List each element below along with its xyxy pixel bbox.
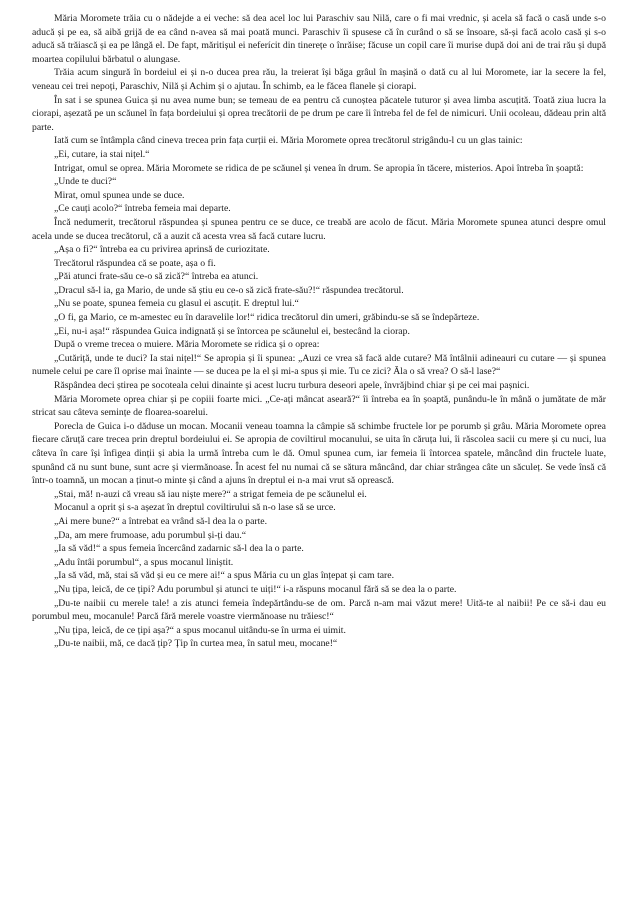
dialogue-line: „Ce cauți acolo?“ întreba femeia mai departe. <box>54 203 231 215</box>
dialogue-line: „Nu țipa, leică, de ce țipi așa?“ a spus mocanul uitându-se în urma ei uimit. <box>54 624 346 636</box>
paragraph: Iată cum se întâmpla când cineva trecea prin fața curții ei. Măria Moromete oprea trecătorul strigându-l cu un glas tainic: <box>54 135 523 147</box>
dialogue-line: „Nu se poate, spunea femeia cu glasul ei ascuțit. E dreptul lui.“ <box>54 298 299 310</box>
paragraph: Intrigat, omul se oprea. Măria Moromete se ridica de pe scăunel și venea în drum. Se apropia în tăcere, misterios. Apoi întreba în șoaptă: <box>54 162 584 174</box>
paragraph: Trecătorul răspundea că se poate, așa o fi. <box>54 257 216 269</box>
paragraph: Porecla de Guica i-o dăduse un mocan. Mocanii veneau toamna la câmpie să schimbe fructele lor pe porumb și grâu. Măria Moromete oprea fiecare căruță care trecea prin dreptul bordeiului ei. Se apropia de coviltirul mocanului, se uita în căruța lui, îi răscolea sacii cu mere și cu nuci, lua câteva în care își înfigea dinții și abia la urmă întreba cum le dă. Omul spunea cum, iar femeia îi întorcea spatele, mâncând din fructele luate, spunând că nu sunt bune, sunt acre și viermănoase. În acest fel nu numai că se sătura mâncând, dar chiar strângea câte un săculeț. Se vede însă că într-o toamnă, un mocan a ținut-o minte și când a ajuns în dreptul ei n-a mai vrut să oprească. <box>32 420 606 487</box>
dialogue-line: „Păi atunci frate-său ce-o să zică?“ întreba ea atunci. <box>54 271 259 283</box>
dialogue-line: „Stai, mă! n-auzi că vreau să iau niște mere?“ a strigat femeia de pe scăunelul ei. <box>54 488 367 500</box>
dialogue-line: „Adu întâi porumbul“, a spus mocanul liniștit. <box>54 556 234 568</box>
paragraph: După o vreme trecea o muiere. Măria Moromete se ridica și o oprea: <box>54 339 320 351</box>
dialogue-line: „Cutăriță, unde te duci? Ia stai nițel!“ Se apropia și îi spunea: „Auzi ce vrea să facă alde cutare? Mă întâlnii adineauri cu cutare — și spunea numele celui pe care îl oprise mai înainte — se ducea pe la el și mi-a spus și mie. Tu ce zici? Ăla o să vrea? O să-l lase?“ <box>32 352 606 378</box>
dialogue-line: „Du-te naibii, mă, ce dacă țip? Țip în curtea mea, în satul meu, mocane!“ <box>54 638 338 650</box>
paragraph: Încă nedumerit, trecătorul răspundea și spunea pentru ce se duce, ce treabă are acolo de făcut. Măria Moromete spunea atunci despre omul acela unde se ducea trecătorul, că a auzit că acesta vrea să facă cutare lucru. <box>32 216 606 242</box>
paragraph: Trăia acum singură în bordeiul ei și n-o ducea prea rău, la treierat își băga grâul în mașină o dată cu al lui Moromete, iar la secere la fel, veneau cei trei nepoți, Paraschiv, Nilă și Achim și o ajutau. În schimb, ea le făcea flanele și ciorapi. <box>32 67 606 92</box>
dialogue-line: „Ei, cutare, ia stai nițel.“ <box>54 148 150 160</box>
dialogue-line: „Ia să văd, mă, stai să văd și eu ce mere ai!“ a spus Măria cu un glas înțepat și cam tare. <box>54 570 395 582</box>
dialogue-line: „Dracul să-l ia, ga Mario, de unde să știu eu ce-o să zică frate-său?!“ răspundea trecătorul. <box>54 284 404 296</box>
dialogue-line: „Ia să văd!“ a spus femeia încercând zadarnic să-l dea la o parte. <box>54 543 304 555</box>
dialogue-line: „Da, am mere frumoase, adu porumbul și-ți dau.“ <box>54 529 247 541</box>
paragraph: Măria Moromete oprea chiar și pe copiii foarte mici. „Ce-ați mâncat aseară?“ îi întreba ea în șoaptă, punându-le în mână o jumătate de măr stricat sau câteva semințe de floarea-soarelui. <box>32 393 606 419</box>
paragraph: Mirat, omul spunea unde se duce. <box>54 189 185 201</box>
paragraph: Măria Moromete trăia cu o nădejde a ei veche: să dea acel loc lui Paraschiv sau Nilă, care o fi mai vrednic, și acela să facă o casă unde s-o aducă și pe ea, să aibă grijă de ea când n-avea să mai poată munci. Paraschiv îi spusese că în curând o să se însoare, să-și facă acolo casă și s-o aducă să trăiască și ea pe lângă el. De fapt, măritișul ei neferícit din tinerețe o înrăise; făcuse un copil care îi murise după doi ani de trai rău și după moartea copilului bărbatul o alungase. <box>32 13 606 65</box>
dialogue-line: „Ai mere bune?“ a întrebat ea vrând să-l dea la o parte. <box>54 515 268 527</box>
dialogue-line: „Așa o fi?“ întreba ea cu privirea aprinsă de curiozitate. <box>54 244 270 256</box>
dialogue-line: „O fi, ga Mario, ce m-amestec eu în daravelile lor!“ ridica trecătorul din umeri, grăbindu-se să se îndepărteze. <box>54 312 480 324</box>
paragraph: Răspândea deci știrea pe socoteala celui dinainte și acest lucru turbura deseori apele, învrăjbind chiar și pe cei mai pașnici. <box>54 380 530 392</box>
dialogue-line: „Du-te naibii cu merele tale! a zis atunci femeia îndepărtându-se de om. Parcă n-am mai văzut mere! Uită-te al naibii! Pe ce să-i dau eu porumbul meu, mocanule! Parcă fără merele voastre viermănoase nu trăiesc!“ <box>32 597 606 623</box>
dialogue-line: „Nu țipa, leică, de ce țipi? Adu porumbul și atunci te uiți!“ i-a răspuns mocanul fără să se dea la o parte. <box>54 583 457 595</box>
dialogue-line: „Ei, nu-i așa!“ răspundea Guica indignată și se întorcea pe scăunelul ei, bestecând la ciorap. <box>54 325 410 337</box>
paragraph: În sat i se spunea Guica și nu avea nume bun; se temeau de ea pentru că cunoștea păcatele tuturor și avea limba ascuțită. Toată ziua lucra la ciorapi, așezată pe un scăunel în fața bordeiului și oprea trecătorii de pe drum pe care îi întreba fel de fel de nimicuri. Unii ocoleau, dădeau prin altă parte. <box>32 94 606 133</box>
dialogue-line: „Unde te duci?“ <box>54 176 117 188</box>
paragraph: Mocanul a oprit și s-a așezat în dreptul coviltirului să n-o lase să se urce. <box>54 502 336 514</box>
